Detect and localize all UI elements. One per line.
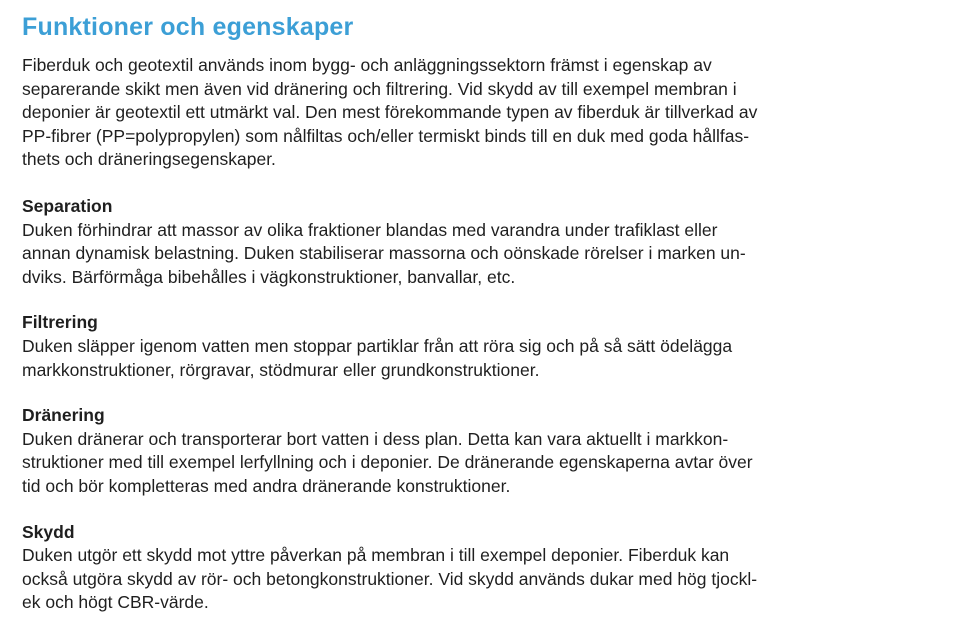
section-line: Duken släpper igenom vatten men stoppar partiklar från att röra sig och på så sätt ödelägga	[22, 335, 733, 356]
section-body	[22, 544, 940, 615]
section-line: ek och högt CBR-värde.	[22, 592, 209, 613]
section-line: också utgöra skydd av rör- och betongkonstruktioner. Vid skydd används dukar med hög tjockl-	[22, 568, 758, 589]
section-heading: Skydd	[22, 521, 75, 542]
section-line: Duken förhindrar att massor av olika fraktioner blandas med varandra under trafiklast eller	[22, 219, 718, 240]
section-line: Duken dränerar och transporterar bort vatten i dess plan. Detta kan vara aktuellt i markkon-	[22, 428, 729, 449]
section-heading: Filtrering	[22, 312, 98, 333]
section-separation	[22, 195, 940, 289]
section-line: tid och bör kompletteras med andra dränerande konstruktioner.	[22, 475, 511, 496]
page-title: Funktioner och egenskaper	[22, 13, 354, 41]
intro-line: separerande skikt men även vid dränering och filtrering. Vid skydd av till exempel membran i	[22, 78, 737, 99]
section-body	[22, 428, 940, 499]
section-heading: Separation	[22, 195, 113, 216]
section-line: Duken utgör ett skydd mot yttre påverkan på membran i till exempel deponier. Fiberduk kan	[22, 545, 730, 566]
intro-line: thets och dräneringsegenskaper.	[22, 149, 276, 170]
section-body	[22, 335, 940, 382]
section-line: struktioner med till exempel lerfyllning och i deponier. De dränerande egenskaperna avtar över	[22, 452, 753, 473]
intro-line: PP-fibrer (PP=polypropylen) som nålfiltas och/eller termiskt binds till en duk med goda hållfas-	[22, 125, 750, 146]
section-heading: Dränering	[22, 405, 105, 426]
section-skydd	[22, 521, 940, 615]
section-line: annan dynamisk belastning. Duken stabiliserar massorna och oönskade rörelser i marken un-	[22, 243, 746, 264]
intro-paragraph	[22, 54, 940, 172]
intro-line: deponier är geotextil ett utmärkt val. Den mest förekommande typen av fiberduk är tillverkad av	[22, 102, 758, 123]
section-line: dviks. Bärförmåga bibehålles i vägkonstruktioner, banvallar, etc.	[22, 266, 516, 287]
intro-line: Fiberduk och geotextil används inom bygg- och anläggningssektorn främst i egenskap av	[22, 55, 712, 75]
section-line: markkonstruktioner, rörgravar, stödmurar eller grundkonstruktioner.	[22, 359, 540, 380]
section-body	[22, 219, 940, 290]
section-filtrering	[22, 311, 940, 382]
section-dranering	[22, 404, 940, 498]
